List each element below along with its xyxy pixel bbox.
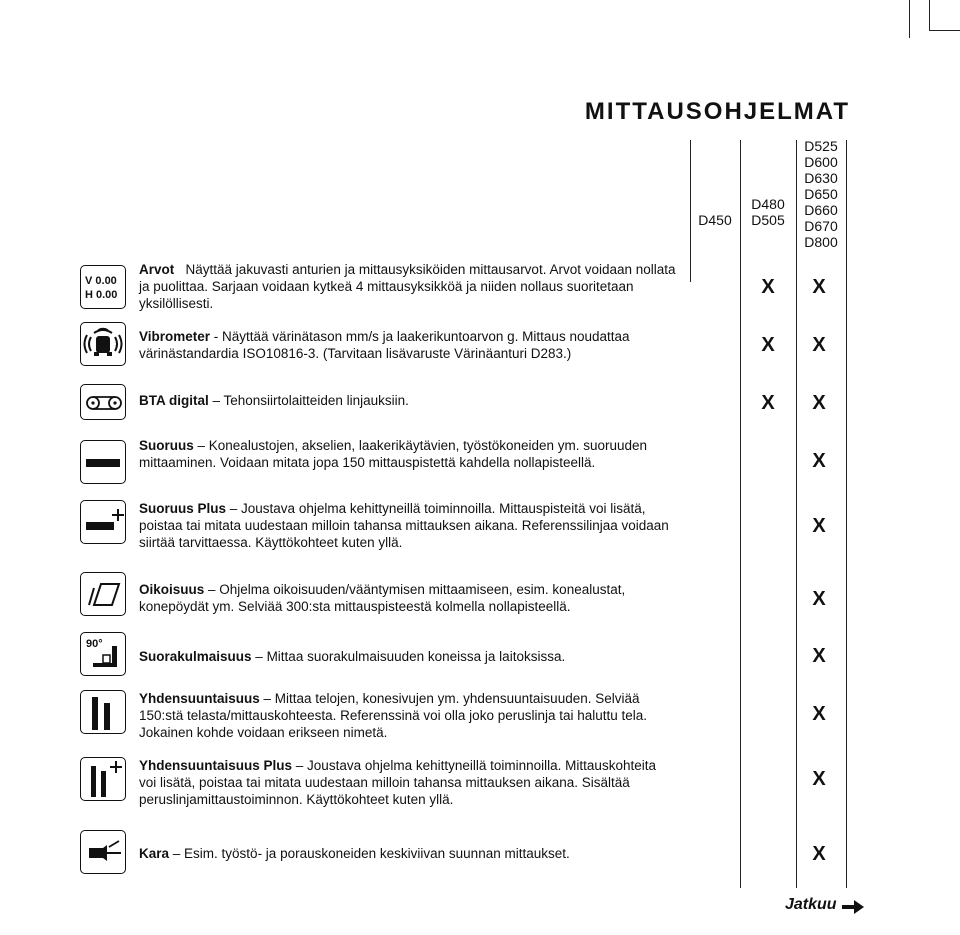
crop-mark [929, 0, 930, 30]
flatness-icon [80, 572, 126, 616]
page-title: MITTAUSOHJELMAT [584, 98, 850, 125]
support-mark: X [812, 768, 826, 790]
values-icon-line1: V 0.00 [85, 275, 117, 287]
parallelism-plus-icon [80, 757, 126, 801]
row-squareness: Suorakulmaisuus – Mittaa suorakulmaisuuden koneissa ja laitoksissa. [139, 649, 566, 664]
values-icon-line2: H 0.00 [85, 289, 118, 301]
row-text: Näyttää jakuvasti anturien ja mittausyksiköiden mittausarvot. Arvot voidaan nollata ja puolittaa. Sarjaan voidaan kytkeä 4 mittausyksikköä ja niiden nollaus suoritetaan yksilöllisesti. [139, 262, 676, 311]
row-title: Yhdensuuntaisuus Plus [139, 758, 293, 773]
row-text: Joustava ohjelma kehittyneillä toiminnoilla. Mittauskohteita voi lisätä, poistaa tai mitata uudestaan milloin tahansa mittauksen aikana. Sisältää peruslinjamittaustoiminnon. Käyttökohteet kuten yllä. [139, 758, 656, 807]
column-header-d480-d505: D480 D505 [751, 196, 785, 228]
row-text: Näyttää värinätason mm/s ja laakerikuntoarvon g. Mittaus noudattaa värinästandardia ISO10816-3. (Tarvitaan lisävaruste Värinäanturi D283.) [139, 329, 630, 361]
row-bta-digital: BTA digital – Tehonsiirtolaitteiden linjauksiin. [139, 393, 409, 408]
support-mark: X [761, 276, 775, 298]
row-flatness: Oikoisuus – Ohjelma oikoisuuden/vääntymisen mittaamiseen, esim. konealustat, konepöydät ym. Selviää 300:sta mittauspisteestä kolmella nollapisteellä. [139, 582, 626, 614]
row-text: Mittaa suorakulmaisuuden koneissa ja laitoksissa. [266, 649, 566, 664]
row-title: Suorakulmaisuus [139, 649, 252, 664]
row-straightness: Suoruus – Konealustojen, akselien, laakerikäytävien, työstökoneiden ym. suoruuden mittaaminen. Voidaan mitata jopa 150 mittauspistettä kahdella nollapisteellä. [139, 438, 648, 470]
angle-label: 90° [86, 638, 103, 650]
values-icon [80, 265, 126, 309]
continue-label: Jatkuu [785, 896, 837, 913]
row-title: Suoruus [139, 438, 194, 453]
row-title: Oikoisuus [139, 582, 205, 597]
support-mark: X [812, 276, 826, 298]
row-vibrometer: Vibrometer - Näyttää värinätason mm/s ja laakerikuntoarvon g. Mittaus noudattaa värinästandardia ISO10816-3. (Tarvitaan lisävaruste Värinäanturi D283.) [139, 329, 630, 361]
parallelism-icon [80, 690, 126, 734]
row-title: Suoruus Plus [139, 501, 227, 516]
column-header-d525-d800: D525 D600 D630 D650 D660 D670 D800 [804, 138, 838, 250]
straightness-plus-icon [80, 500, 126, 544]
squareness-icon [80, 632, 126, 676]
row-parallelism-plus: Yhdensuuntaisuus Plus – Joustava ohjelma kehittyneillä toiminnoilla. Mittauskohteita voi lisätä, poistaa tai mitata uudestaan milloin tahansa mittauksen aikana. Sisältää peruslinjamittaustoiminnon. Käyttökohteet kuten yllä. [139, 758, 656, 807]
support-mark: X [812, 645, 826, 667]
support-mark: X [812, 588, 826, 610]
straightness-icon [80, 440, 126, 484]
column-header-d450: D450 [698, 212, 732, 228]
row-text: Joustava ohjelma kehittyneillä toiminnoilla. Mittauspisteitä voi lisätä, poistaa tai mitata uudestaan milloin tahansa mittauksen aikana. Referenssilinjaa voidaan siirtää tarvittaessa. Käyttökohteet kuten yllä. [139, 501, 669, 550]
column-divider [690, 140, 691, 282]
arrow-right-icon [840, 896, 866, 916]
row-text: Esim. työstö- ja porauskoneiden keskiviivan suunnan mittaukset. [184, 846, 570, 861]
row-text: Ohjelma oikoisuuden/vääntymisen mittaamiseen, esim. konealustat, konepöydät ym. Selviää 300:sta mittauspisteestä kolmella nollapisteellä. [139, 582, 626, 614]
support-mark: X [812, 392, 826, 414]
support-mark: X [812, 843, 826, 865]
support-mark: X [812, 450, 826, 472]
support-mark: X [812, 515, 826, 537]
crop-mark [909, 0, 910, 38]
spindle-icon [80, 830, 126, 874]
crop-mark [929, 30, 960, 31]
row-title: Vibrometer [139, 329, 211, 344]
row-values [139, 261, 679, 312]
row-title: Arvot [139, 262, 175, 277]
column-divider [740, 140, 741, 888]
column-divider [846, 140, 847, 888]
row-text: Konealustojen, akselien, laakerikäytävien, työstökoneiden ym. suoruuden mittaaminen. Voidaan mitata jopa 150 mittauspistettä kahdella nollapisteellä. [139, 438, 648, 470]
row-title: Yhdensuuntaisuus [139, 691, 260, 706]
row-title: BTA digital [139, 393, 209, 408]
support-mark: X [812, 703, 826, 725]
row-parallelism: Yhdensuuntaisuus – Mittaa telojen, konesivujen ym. yhdensuuntaisuuden. Selviää 150:stä telasta/mittauskohteesta. Referenssinä voi olla joko peruslinja tai haluttu tela. Jokainen kohde voidaan erikseen nimetä. [139, 691, 648, 740]
bta-digital-icon [80, 384, 126, 420]
vibrometer-icon [80, 322, 126, 366]
row-text: Tehonsiirtolaitteiden linjauksiin. [223, 393, 409, 408]
row-title: Kara [139, 846, 170, 861]
row-straightness-plus: Suoruus Plus – Joustava ohjelma kehittyneillä toiminnoilla. Mittauspisteitä voi lisätä, poistaa tai mitata uudestaan milloin tahansa mittauksen aikana. Referenssilinjaa voidaan siirtää tarvittaessa. Käyttökohteet kuten yllä. [139, 501, 669, 550]
support-mark: X [761, 334, 775, 356]
row-text: Mittaa telojen, konesivujen ym. yhdensuuntaisuuden. Selviää 150:stä telasta/mittauskohteesta. Referenssinä voi olla joko peruslinja tai haluttu tela. Jokainen kohde voidaan erikseen nimetä. [139, 691, 648, 740]
column-divider [796, 140, 797, 888]
support-mark: X [761, 392, 775, 414]
support-mark: X [812, 334, 826, 356]
row-spindle: Kara – Esim. työstö- ja porauskoneiden keskiviivan suunnan mittaukset. [139, 846, 570, 861]
